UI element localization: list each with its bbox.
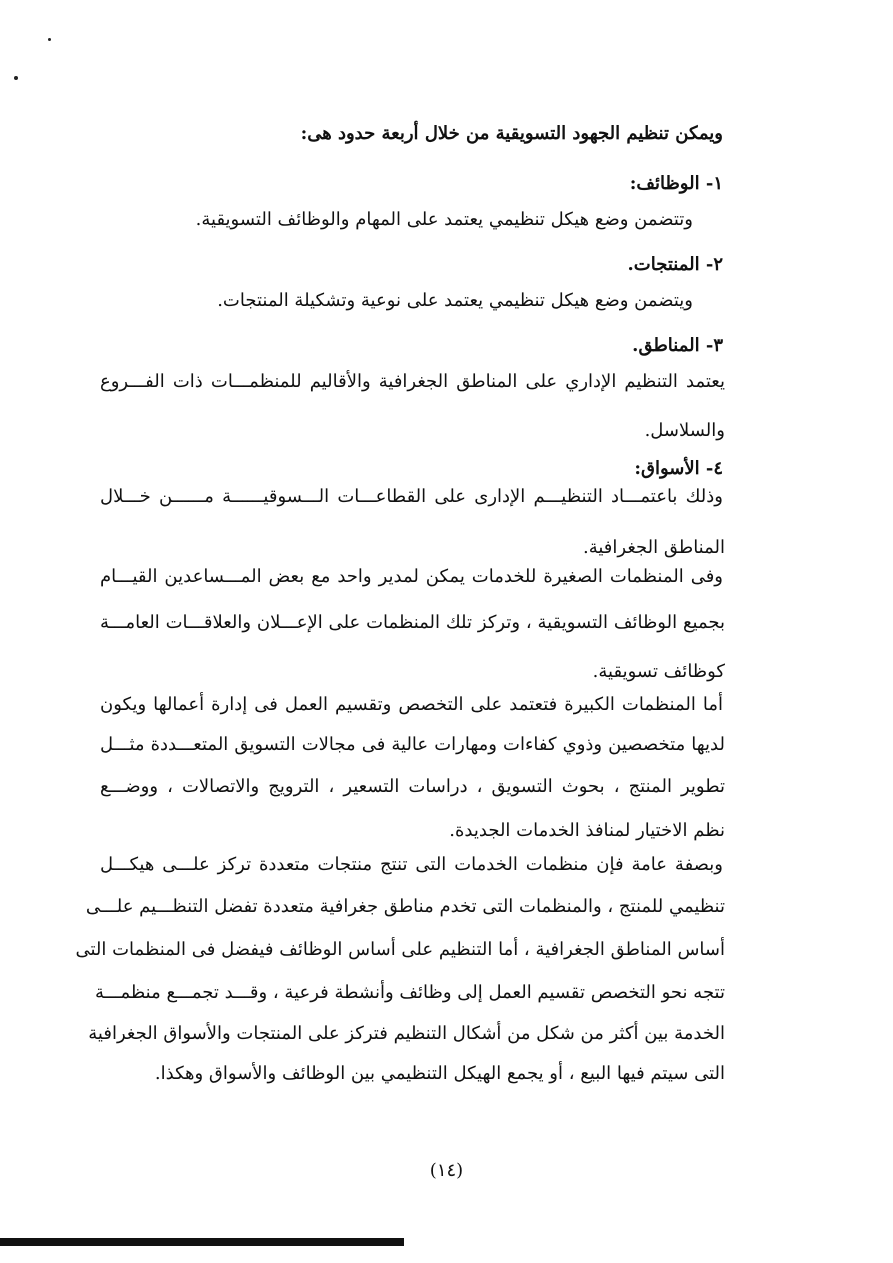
section-text-markets-line-2: المناطق الجغرافية. [583, 537, 725, 558]
paragraph-3-line-3: أساس المناطق الجغرافية ، أما التنظيم على أساس الوظائف فيفضل فى المنظمات التى [75, 939, 725, 960]
section-heading-functions: ١- الوظائف: [629, 173, 723, 194]
page-title: ويمكن تنظيم الجهود التسويقية من خلال أربعة حدود هى: [300, 123, 723, 144]
paragraph-3-line-2: تنظيمي للمنتج ، والمنظمات التى تخدم مناطق جغرافية متعددة تفضل التنظـــيم علـــى [85, 896, 725, 917]
paragraph-3-line-6: التى سيتم فيها البيع ، أو يجمع الهيكل التنظيمي بين الوظائف والأسواق وهكذا. [154, 1063, 725, 1084]
scan-bottom-bar [0, 1238, 404, 1246]
paragraph-3-line-4: تتجه نحو التخصص تقسيم العمل إلى وظائف وأنشطة فرعية ، وقـــد تجمـــع منظمـــة [95, 982, 725, 1003]
paragraph-1-line-1: وفى المنظمات الصغيرة للخدمات يمكن لمدير واحد مع بعض المـــساعدين القيـــام [100, 566, 723, 587]
paragraph-2-line-2: لديها متخصصين وذوي كفاءات ومهارات عالية فى مجالات التسويق المتعـــددة مثـــل [100, 734, 725, 755]
page-number: (١٤) [429, 1160, 464, 1181]
paragraph-1-line-3: كوظائف تسويقية. [592, 661, 725, 682]
paragraph-2-line-4: نظم الاختيار لمنافذ الخدمات الجديدة. [449, 820, 725, 841]
paragraph-2-line-1: أما المنظمات الكبيرة فتعتمد على التخصص وتقسيم العمل فى إدارة أعمالها ويكون [100, 694, 723, 715]
section-text-functions: وتتضمن وضع هيكل تنظيمي يعتمد على المهام والوظائف التسويقية. [195, 209, 693, 230]
scan-speck [48, 38, 51, 41]
paragraph-3-line-1: وبصفة عامة فإن منظمات الخدمات التى تنتج منتجات متعددة تركز علـــى هيكـــل [100, 854, 723, 875]
paragraph-2-line-3: تطوير المنتج ، بحوث التسويق ، دراسات التسعير ، الترويج والاتصالات ، ووضـــع [100, 776, 725, 797]
section-heading-regions: ٣- المناطق. [632, 335, 723, 356]
section-heading-markets: ٤- الأسواق: [634, 458, 723, 479]
section-text-markets-line-1: وذلك باعتمـــاد التنظيـــم الإدارى على القطاعـــات الـــسوقيــــــة مــــــن خـــلال [100, 486, 723, 507]
scan-speck [14, 76, 18, 80]
section-text-regions-line-1: يعتمد التنظيم الإداري على المناطق الجغرافية والأقاليم للمنظمـــات ذات الفـــروع [100, 371, 726, 392]
section-text-products: ويتضمن وضع هيكل تنظيمي يعتمد على نوعية وتشكيلة المنتجات. [217, 290, 693, 311]
paragraph-1-line-2: بجميع الوظائف التسويقية ، وتركز تلك المنظمات على الإعـــلان والعلاقـــات العامـــة [100, 612, 725, 633]
section-heading-products: ٢- المنتجات. [627, 254, 723, 275]
section-text-regions-line-2: والسلاسل. [644, 420, 725, 441]
paragraph-3-line-5: الخدمة بين أكثر من شكل من أشكال التنظيم فتركز على المنتجات والأسواق الجغرافية [88, 1023, 725, 1044]
